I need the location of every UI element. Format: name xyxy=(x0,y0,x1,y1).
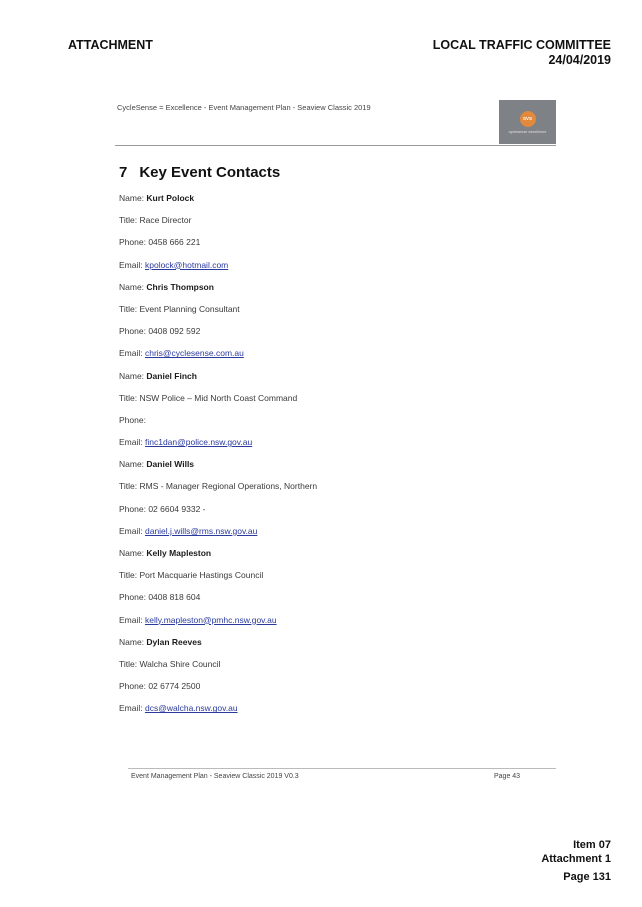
contact-title-line xyxy=(119,570,317,592)
email-label: Email: xyxy=(119,437,145,448)
email-label: Email: xyxy=(119,614,145,625)
email-label: Email: xyxy=(119,259,145,270)
contact-title-line xyxy=(119,304,317,326)
document-footer-title: Event Management Plan - Seaview Classic 2019 V0.3 xyxy=(131,773,299,780)
contact-name: Dylan Reeves xyxy=(146,636,202,647)
phone-label: Phone: xyxy=(119,681,149,692)
contact-title-line xyxy=(119,215,317,237)
contact-name-line xyxy=(119,637,317,659)
phone-label: Phone: xyxy=(119,592,149,603)
contact-email-link[interactable]: dcs@walcha.nsw.gov.au xyxy=(144,703,238,714)
header-date: 24/04/2019 xyxy=(548,53,611,67)
header-committee-block xyxy=(433,38,611,68)
cyclesense-logo xyxy=(499,100,556,144)
contact-title: NSW Police – Mid North Coast Command xyxy=(139,392,298,403)
contact-phone-line xyxy=(119,326,317,348)
title-label: Title: xyxy=(119,658,140,669)
name-label: Name: xyxy=(119,193,147,203)
name-label: Name: xyxy=(119,281,147,292)
attachment-reference xyxy=(541,838,611,866)
document-header-divider xyxy=(115,145,556,146)
contact-title: Port Macquarie Hastings Council xyxy=(139,570,264,581)
contact-email-line xyxy=(119,260,317,282)
contact-email-link[interactable]: finc1dan@police.nsw.gov.au xyxy=(144,437,253,448)
contact-name-line xyxy=(119,282,317,304)
contact-name-line xyxy=(119,459,317,481)
phone-label: Phone: xyxy=(119,326,149,337)
attachment-number: Attachment 1 xyxy=(541,853,611,865)
title-label: Title: xyxy=(119,392,140,403)
email-label: Email: xyxy=(119,348,145,359)
section-heading xyxy=(119,164,280,181)
contact-name: Chris Thompson xyxy=(146,281,214,292)
document-header-text: CycleSense = Excellence - Event Management Plan - Seaview Classic 2019 xyxy=(117,103,371,112)
section-number: 7 xyxy=(119,164,128,181)
title-label: Title: xyxy=(119,481,140,492)
header-attachment-label: ATTACHMENT xyxy=(68,38,153,52)
contact-title-line xyxy=(119,481,317,503)
name-label: Name: xyxy=(119,459,147,470)
contact-email-link[interactable]: chris@cyclesense.com.au xyxy=(144,348,244,359)
logo-mark: SVS xyxy=(520,111,536,127)
title-label: Title: xyxy=(119,215,140,226)
contact-name: Daniel Wills xyxy=(146,459,195,470)
contact-phone-line xyxy=(119,681,317,703)
header-committee-title: LOCAL TRAFFIC COMMITTEE xyxy=(432,38,611,52)
document-footer-divider xyxy=(128,768,556,769)
contact-title: Race Director xyxy=(139,215,192,226)
contact-phone-line xyxy=(119,237,317,259)
contact-email-line xyxy=(119,703,317,725)
title-label: Title: xyxy=(119,303,140,314)
contact-name-line xyxy=(119,371,317,393)
contact-name: Daniel Finch xyxy=(146,370,197,381)
contact-title-line xyxy=(119,659,317,681)
contact-email-link[interactable]: kelly.mapleston@pmhc.nsw.gov.au xyxy=(144,614,277,625)
contact-email-line xyxy=(119,437,317,459)
contact-name-line xyxy=(119,548,317,570)
email-label: Email: xyxy=(119,525,145,536)
name-label: Name: xyxy=(119,370,147,381)
contact-phone: 0458 666 221 xyxy=(148,237,201,248)
title-label: Title: xyxy=(119,570,140,581)
contact-phone-line xyxy=(119,415,317,437)
contact-title: Event Planning Consultant xyxy=(139,303,240,314)
contact-email-link[interactable]: daniel.j.wills@rms.nsw.gov.au xyxy=(144,525,258,536)
logo-tagline: cyclesense excellence xyxy=(508,129,547,134)
contact-phone-line xyxy=(119,592,317,614)
document-footer-page: Page 43 xyxy=(494,773,521,780)
phone-label: Phone: xyxy=(119,503,149,514)
phone-label: Phone: xyxy=(119,237,149,248)
email-label: Email: xyxy=(119,703,145,714)
phone-label: Phone: xyxy=(119,414,146,425)
contact-name: Kelly Mapleston xyxy=(146,548,212,558)
contact-name-line xyxy=(119,193,317,215)
name-label: Name: xyxy=(119,548,147,558)
contact-phone: 0408 818 604 xyxy=(148,592,201,603)
contact-phone-line xyxy=(119,504,317,526)
contact-title: RMS - Manager Regional Operations, Northern xyxy=(139,481,318,492)
name-label: Name: xyxy=(119,636,147,647)
contacts-list xyxy=(119,193,317,726)
contact-email-line xyxy=(119,615,317,637)
contact-email-line xyxy=(119,348,317,370)
contact-phone: 02 6774 2500 xyxy=(148,681,201,692)
contact-title-line xyxy=(119,393,317,415)
section-title: Key Event Contacts xyxy=(139,164,281,181)
contact-phone: 0408 092 592 xyxy=(148,326,201,337)
contact-title: Walcha Shire Council xyxy=(139,658,221,669)
contact-phone: 02 6604 9332 - xyxy=(148,503,206,514)
item-number: Item 07 xyxy=(573,839,611,851)
contact-email-link[interactable]: kpolock@hotmail.com xyxy=(144,259,229,270)
contact-name: Kurt Polock xyxy=(146,193,195,203)
page-number: Page 131 xyxy=(563,871,611,883)
contact-email-line xyxy=(119,526,317,548)
